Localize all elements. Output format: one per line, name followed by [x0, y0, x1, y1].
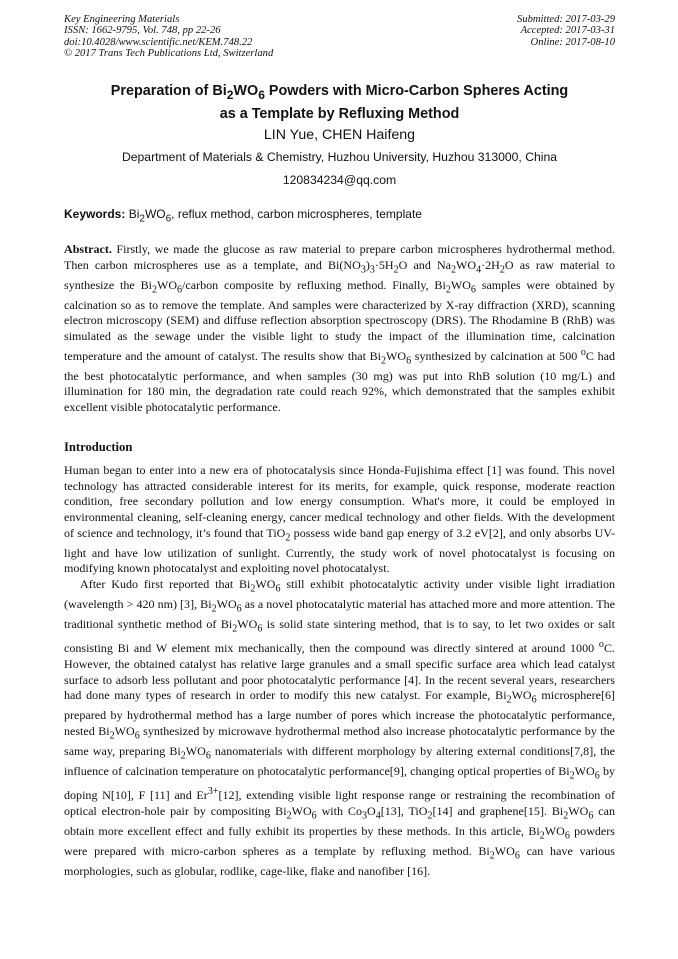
email: 120834234@qq.com — [282, 173, 397, 187]
journal-doi: doi:10.4028/www.scientific.net/KEM.748.22 — [64, 36, 253, 48]
abstract-label: Abstract. — [64, 242, 112, 256]
journal-name: Key Engineering Materials — [64, 14, 180, 25]
dates-header — [517, 14, 615, 48]
intro-paragraph-2: After Kudo first reported that $Bi_2WO_6$ still exhibit photocatalytic activity under visible light irradiation (wavelength > 420 nm) [3], $Bi_2WO_6$ as a novel photocatalytic material has attached more and more attention. The traditional synthetic method of $Bi_2WO_6$ is solid state sintering method, that is to say, to let two oxides or salt consisting Bi and W element mix mechanically, then the compound was directly sintered at around 1000 $^o$C. However, the obtained catalyst has relative large granules and a small specific surface area which lead catalyst surface to adsorb less pollutant and poor photocatalytic performance [4]. In the recent several years, researchers had done many types of research in order to modify this new catalyst. For example, $Bi_2WO_6$ microsphere[6] prepared by hydrothermal method has a large number of pores which increase the photocatalytic performance, nested $Bi_2WO_6$ synthesized by microwave hydrothermal method also increase photocatalytic performance by the same way, preparing $Bi_2WO_6$ nanomaterials with different morphology by altering external conditions[7,8], the influence of calcination temperature on photocatalytic performance[9], changing optical properties of $Bi_2WO_6$ by doping N[10], F [11] and $Er^{3+}[12]$, extending visible light response range or restraining the recombination of optical electron-hole pair by compositing $Bi_2WO_6$ with $Co_3O_4[13]$, TiO$_2$[14] and graphene[15]. $Bi_2WO_6$ can obtain more excellent effect and fully exhibit its properties by these methods. In this article, $Bi_2WO_6$ powders were prepared with micro-carbon spheres as a template by refluxing method. $Bi_2WO_6$ can have various morphologies, such as globular, rodlike, cage-like, flake and nanofiber [16]. — [64, 577, 616, 878]
paper-title: Preparation of $Bi_2WO_6$ Powders with Micro-Carbon Spheres Acting as a Template by Refluxing Method — [110, 83, 569, 122]
accepted-date: Accepted: 2017-03-31 — [520, 25, 615, 37]
keywords: Keywords: $Bi_2WO_6$, reflux method, carbon microspheres, template — [64, 207, 422, 225]
journal-issn: ISSN: 1662-9795, Vol. 748, pp 22-26 — [64, 25, 221, 37]
introduction-body — [64, 463, 615, 880]
submitted-date: Submitted: 2017-03-29 — [517, 14, 615, 25]
authors: LIN Yue, CHEN Haifeng — [263, 127, 416, 143]
journal-header — [64, 14, 273, 60]
keywords-label: Keywords: — [64, 207, 126, 221]
journal-copyright: © 2017 Trans Tech Publications Ltd, Switzerland — [64, 48, 274, 60]
affiliation: Department of Materials & Chemistry, Huzhou University, Huzhou 313000, China — [121, 150, 558, 164]
introduction-heading: Introduction — [64, 440, 133, 454]
online-date: Online: 2017-08-10 — [530, 36, 615, 48]
intro-paragraph-1: Human began to enter into a new era of photocatalysis since Honda-Fujishima effect [1] was found. This novel technology has attracted considerable interest for its merits, for example, quick response, moderate reaction condition, free secondary pollution and low energy consumption. What's more, it could be employed in environmental cleaning, self-cleaning energy, cancer medical technology and other fields. With the development of science and technology, it’s found that TiO$_2$ possess wide band gap energy of 3.2 eV[2], and only absorbs UV-light and have low utilization of sunlight. Currently, the study work of novel photocatalyst is focusing on modifying known photocatalyst and exploiting novel photocatalyst. — [64, 463, 615, 576]
abstract: Abstract. Firstly, we made the glucose as raw material to prepare carbon microspheres hydrothermal method. Then carbon microspheres use as a template, and $Bi(NO_3)_3\cdot 5H_2O$ and $Na_2WO_4\cdot 2H_2O$ as raw material to synthesize the $Bi_2WO_6$/carbon composite by refluxing method. Finally, $Bi_2WO_6$ samples were obtained by calcination so as to remove the template. And samples were characterized by X-ray diffraction (XRD), scanning electron microscopy (SEM) and diffuse reflection absorption spectroscopy (DRS). The Rhodamine B (RhB) was simulated as the sewage under the visible light to study the impact of the illumination time, calcination temperature and the amount of catalyst. The results show that $Bi_2WO_6$ synthesized by calcination at 500 $^o$C had the best photocatalytic performance, and when samples (30 mg) was put into RhB solution (10 mg/L) and illumination for 180 min, the degradation rate could reach 92%, which demonstrated that the samples exhibit excellent visible photocatalytic performance. — [64, 242, 616, 415]
